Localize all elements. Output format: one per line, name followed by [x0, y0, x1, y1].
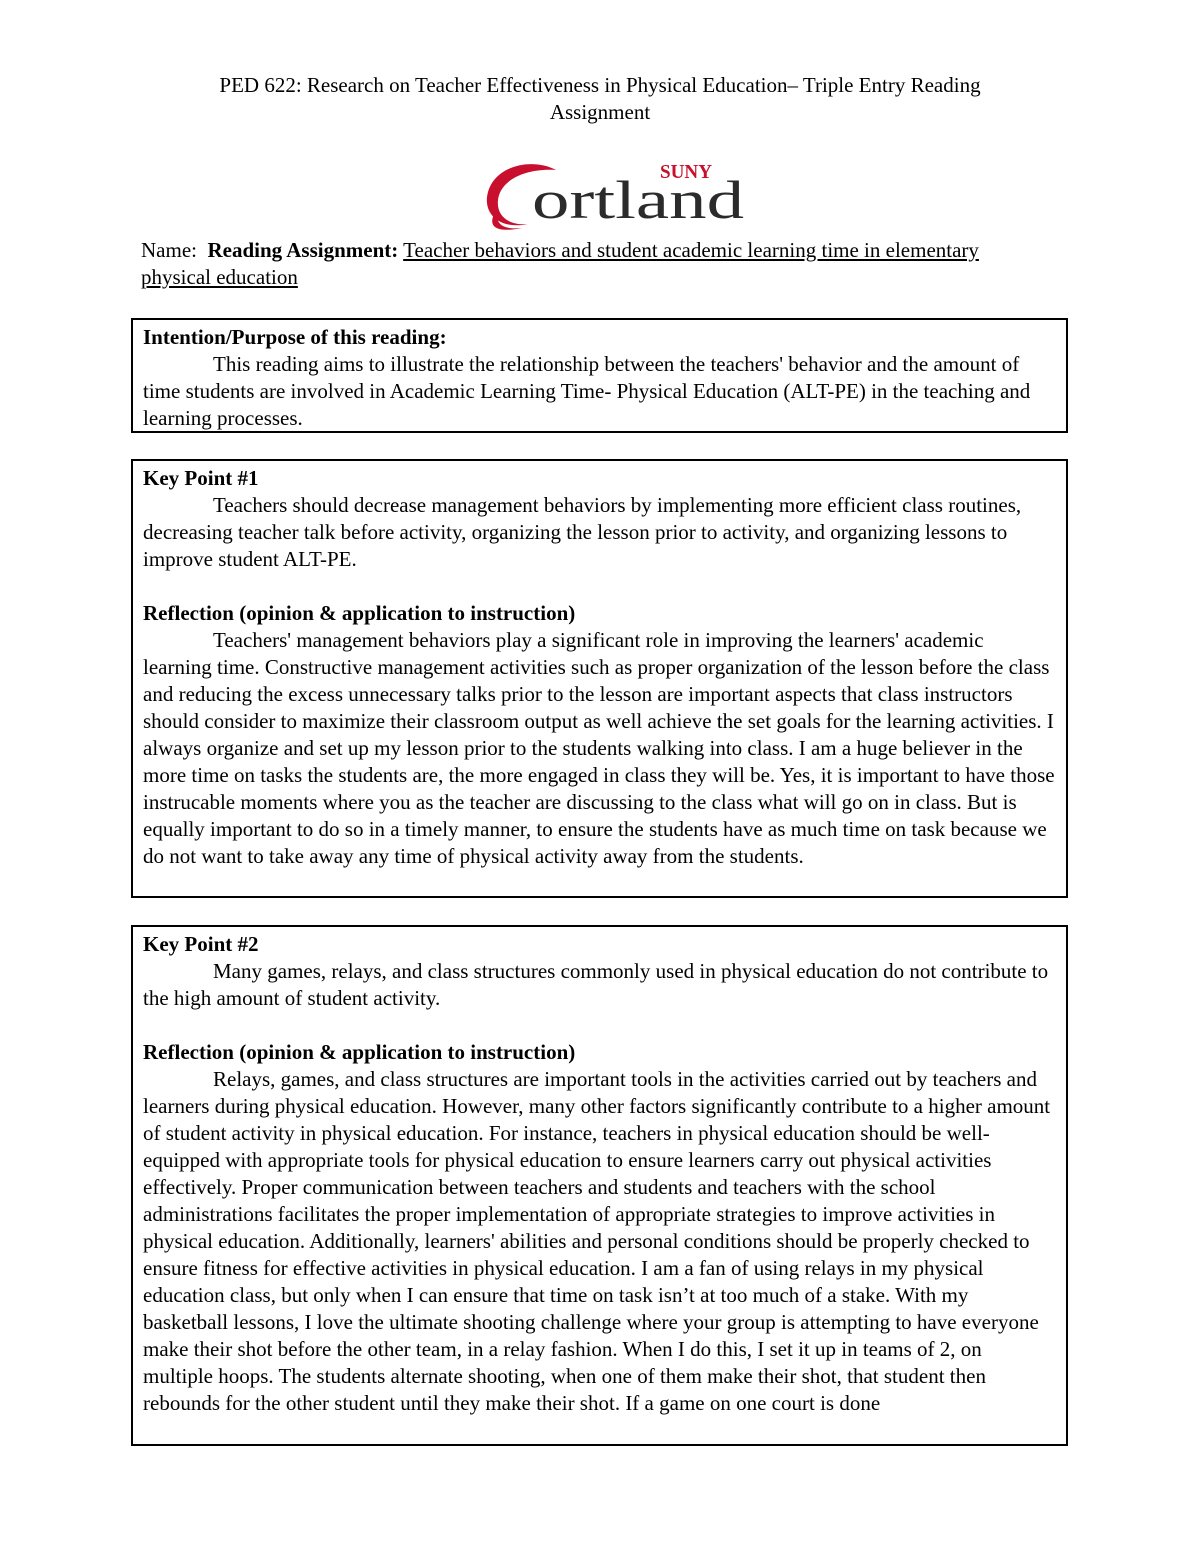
page-header [100, 72, 1100, 126]
reflection-1-text: Teachers' management behaviors play a significant role in improving the learners' academic learning time. Constructive management activities such as proper organization of the lesson before the class and reducing the excess unnecessary talks prior to the lesson are important aspects that class instructors should consider to maximize their classroom output as well achieve the set goals for the learning activities. I always organize and set up my lesson prior to the students walking into class. I am a huge believer in the more time on tasks the students are, the more engaged in class they will be. Yes, it is important to have those instrucable moments where you as the teacher are discussing to the class what will go on in class. But is equally important to do so in a timely manner, to ensure the students have as much time on task because we do not want to take away any time of physical activity away from the students. [143, 628, 1055, 868]
logo-swoosh-tail [492, 208, 522, 230]
key-point-1-text: Teachers should decrease management behaviors by implementing more efficient class routines, decreasing teacher talk before activity, organizing the lesson prior to activity, and organizing lessons to improve student ALT-PE. [143, 493, 1022, 571]
logo-cortland-text: ortland [532, 170, 744, 230]
key-point-2-text: Many games, relays, and class structures commonly used in physical education do not contribute to the high amount of student activity. [143, 959, 1049, 1010]
key-point-1-section [131, 459, 1068, 898]
assignment-line [141, 237, 1021, 291]
reading-assignment-title: Teacher behaviors and student academic learning time in elementary physical education [141, 238, 979, 289]
reading-assignment-label: Reading Assignment: [207, 238, 399, 262]
document-title-line-2: Assignment [549, 100, 651, 124]
document-title-line-1: PED 622: Research on Teacher Effectiveness in Physical Education– Triple Entry Reading [219, 73, 981, 97]
purpose-text: This reading aims to illustrate the relationship between the teachers' behavior and the amount of time students are involved in Academic Learning Time- Physical Education (ALT-PE) in the teaching and learning processes. [143, 352, 1031, 430]
purpose-section [131, 318, 1068, 433]
reflection-1-heading: Reflection (opinion & application to instruction) [143, 601, 576, 625]
key-point-1-heading: Key Point #1 [143, 466, 259, 490]
reflection-2-heading: Reflection (opinion & application to instruction) [143, 1040, 576, 1064]
key-point-2-section [131, 925, 1068, 1446]
reflection-2-text: Relays, games, and class structures are important tools in the activities carried out by teachers and learners during physical education. However, many other factors significantly contribute to a higher amount of student activity in physical education. For instance, teachers in physical education should be well-equipped with appropriate tools for physical education to ensure learners carry out physical activities effectively. Proper communication between teachers and students and teachers with the school administrations facilitates the proper implementation of appropriate strategies to improve activities in physical education. Additionally, learners' abilities and personal conditions should be properly checked to ensure fitness for effective activities in physical education. I am a fan of using relays in my physical education class, but only when I can ensure that time on task isn’t at too much of a stake. With my basketball lessons, I love the ultimate shooting challenge where your group is attempting to have everyone make their shot before the other team, in a relay fashion. When I do this, I set it up in teams of 2, on multiple hoops. The students alternate shooting, when one of them make their shot, that student then rebounds for the other student until they make their shot. If a game on one court is done [143, 1067, 1051, 1415]
logo-suny-text: SUNY [660, 161, 713, 183]
suny-cortland-logo [482, 158, 747, 234]
key-point-2-heading: Key Point #2 [143, 932, 259, 956]
purpose-heading: Intention/Purpose of this reading: [143, 325, 447, 349]
name-label: Name: [141, 238, 197, 262]
